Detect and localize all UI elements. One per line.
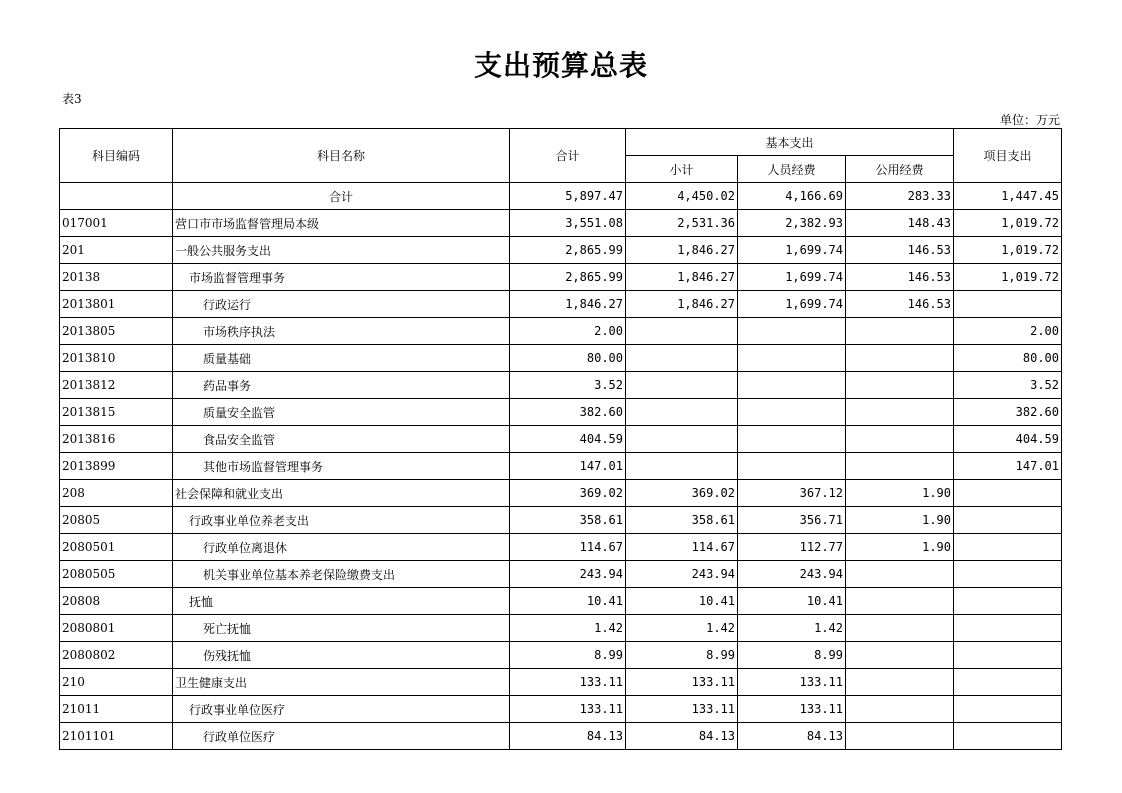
cell-public <box>846 372 954 399</box>
table-row <box>60 588 1062 615</box>
cell-total: 1,846.27 <box>510 291 626 318</box>
table-row <box>60 237 1062 264</box>
cell-subtotal <box>626 318 738 345</box>
cell-total: 2,865.99 <box>510 237 626 264</box>
cell-project <box>954 615 1062 642</box>
cell-code: 2013815 <box>60 399 173 426</box>
cell-project: 1,019.72 <box>954 237 1062 264</box>
cell-public <box>846 426 954 453</box>
header-total: 合计 <box>510 129 626 183</box>
cell-code: 201 <box>60 237 173 264</box>
cell-total: 1.42 <box>510 615 626 642</box>
table-row <box>60 399 1062 426</box>
table-row <box>60 345 1062 372</box>
cell-name: 质量安全监管 <box>173 399 510 426</box>
cell-project <box>954 588 1062 615</box>
cell-subtotal: 133.11 <box>626 669 738 696</box>
cell-personnel: 84.13 <box>738 723 846 750</box>
cell-code: 20805 <box>60 507 173 534</box>
table-row <box>60 210 1062 237</box>
cell-code: 2101101 <box>60 723 173 750</box>
cell-project <box>954 480 1062 507</box>
table-row <box>60 264 1062 291</box>
cell-name: 食品安全监管 <box>173 426 510 453</box>
cell-subtotal: 1.42 <box>626 615 738 642</box>
cell-total: 114.67 <box>510 534 626 561</box>
cell-public <box>846 642 954 669</box>
cell-project: 404.59 <box>954 426 1062 453</box>
cell-subtotal: 114.67 <box>626 534 738 561</box>
cell-personnel: 1,699.74 <box>738 237 846 264</box>
cell-project <box>954 507 1062 534</box>
cell-subtotal: 133.11 <box>626 696 738 723</box>
cell-personnel: 2,382.93 <box>738 210 846 237</box>
table-row <box>60 642 1062 669</box>
table-row <box>60 534 1062 561</box>
header-name: 科目名称 <box>173 129 510 183</box>
cell-public <box>846 453 954 480</box>
cell-name: 药品事务 <box>173 372 510 399</box>
table-row <box>60 183 1062 210</box>
cell-project <box>954 669 1062 696</box>
header-code: 科目编码 <box>60 129 173 183</box>
cell-public: 146.53 <box>846 291 954 318</box>
cell-total: 3.52 <box>510 372 626 399</box>
cell-public: 283.33 <box>846 183 954 210</box>
cell-project: 80.00 <box>954 345 1062 372</box>
budget-table <box>59 128 1062 750</box>
cell-subtotal <box>626 426 738 453</box>
cell-total: 147.01 <box>510 453 626 480</box>
cell-public: 1.90 <box>846 480 954 507</box>
cell-code: 20808 <box>60 588 173 615</box>
cell-subtotal: 1,846.27 <box>626 291 738 318</box>
cell-name: 社会保障和就业支出 <box>173 480 510 507</box>
cell-name: 市场监督管理事务 <box>173 264 510 291</box>
cell-project: 2.00 <box>954 318 1062 345</box>
cell-subtotal <box>626 399 738 426</box>
cell-total: 243.94 <box>510 561 626 588</box>
table-row <box>60 696 1062 723</box>
cell-total: 2,865.99 <box>510 264 626 291</box>
cell-subtotal: 1,846.27 <box>626 237 738 264</box>
cell-total: 382.60 <box>510 399 626 426</box>
cell-project: 1,019.72 <box>954 210 1062 237</box>
table-header <box>60 129 1062 183</box>
table-row <box>60 507 1062 534</box>
cell-subtotal: 84.13 <box>626 723 738 750</box>
unit-label: 单位：万元 <box>999 113 1060 127</box>
table-row <box>60 723 1062 750</box>
cell-personnel: 243.94 <box>738 561 846 588</box>
cell-personnel: 133.11 <box>738 669 846 696</box>
cell-subtotal <box>626 372 738 399</box>
cell-public <box>846 696 954 723</box>
header-subtotal: 小计 <box>626 156 738 183</box>
table-row <box>60 426 1062 453</box>
cell-subtotal: 243.94 <box>626 561 738 588</box>
table-row <box>60 318 1062 345</box>
cell-total: 80.00 <box>510 345 626 372</box>
cell-code: 2080501 <box>60 534 173 561</box>
cell-code: 20138 <box>60 264 173 291</box>
cell-subtotal: 1,846.27 <box>626 264 738 291</box>
cell-public <box>846 399 954 426</box>
header-personnel: 人员经费 <box>738 156 846 183</box>
cell-public <box>846 588 954 615</box>
cell-subtotal: 358.61 <box>626 507 738 534</box>
header-basic: 基本支出 <box>626 129 954 156</box>
cell-code: 2013810 <box>60 345 173 372</box>
cell-name: 行政事业单位养老支出 <box>173 507 510 534</box>
cell-name: 机关事业单位基本养老保险缴费支出 <box>173 561 510 588</box>
cell-project: 382.60 <box>954 399 1062 426</box>
header-project: 项目支出 <box>954 129 1062 183</box>
cell-project: 147.01 <box>954 453 1062 480</box>
cell-project: 1,447.45 <box>954 183 1062 210</box>
cell-personnel <box>738 453 846 480</box>
cell-name: 市场秩序执法 <box>173 318 510 345</box>
table-row <box>60 453 1062 480</box>
cell-project <box>954 561 1062 588</box>
cell-name: 卫生健康支出 <box>173 669 510 696</box>
table-row <box>60 561 1062 588</box>
cell-personnel: 133.11 <box>738 696 846 723</box>
cell-personnel: 10.41 <box>738 588 846 615</box>
cell-name: 行政运行 <box>173 291 510 318</box>
cell-project <box>954 291 1062 318</box>
cell-code: 208 <box>60 480 173 507</box>
cell-code: 017001 <box>60 210 173 237</box>
header-public: 公用经费 <box>846 156 954 183</box>
table-body <box>60 183 1062 750</box>
cell-subtotal <box>626 453 738 480</box>
cell-personnel <box>738 426 846 453</box>
page-title: 支出预算总表 <box>473 49 648 82</box>
cell-total: 84.13 <box>510 723 626 750</box>
cell-project: 1,019.72 <box>954 264 1062 291</box>
cell-name: 质量基础 <box>173 345 510 372</box>
cell-total: 5,897.47 <box>510 183 626 210</box>
cell-project <box>954 696 1062 723</box>
cell-personnel: 8.99 <box>738 642 846 669</box>
cell-name: 伤残抚恤 <box>173 642 510 669</box>
cell-subtotal <box>626 345 738 372</box>
cell-code: 2080802 <box>60 642 173 669</box>
cell-name: 一般公共服务支出 <box>173 237 510 264</box>
cell-code: 2013801 <box>60 291 173 318</box>
cell-subtotal: 4,450.02 <box>626 183 738 210</box>
table-row <box>60 372 1062 399</box>
cell-total: 358.61 <box>510 507 626 534</box>
cell-total: 404.59 <box>510 426 626 453</box>
cell-subtotal: 10.41 <box>626 588 738 615</box>
cell-personnel: 1,699.74 <box>738 264 846 291</box>
cell-name: 行政事业单位医疗 <box>173 696 510 723</box>
cell-total: 369.02 <box>510 480 626 507</box>
cell-personnel <box>738 399 846 426</box>
table-row <box>60 291 1062 318</box>
cell-personnel: 112.77 <box>738 534 846 561</box>
cell-code: 210 <box>60 669 173 696</box>
cell-project: 3.52 <box>954 372 1062 399</box>
cell-name: 抚恤 <box>173 588 510 615</box>
cell-public <box>846 318 954 345</box>
cell-personnel <box>738 345 846 372</box>
cell-name: 死亡抚恤 <box>173 615 510 642</box>
cell-personnel: 4,166.69 <box>738 183 846 210</box>
cell-code: 21011 <box>60 696 173 723</box>
cell-total: 10.41 <box>510 588 626 615</box>
cell-total: 8.99 <box>510 642 626 669</box>
cell-code: 2080505 <box>60 561 173 588</box>
table-number: 表3 <box>62 92 82 106</box>
cell-name: 其他市场监督管理事务 <box>173 453 510 480</box>
cell-public <box>846 723 954 750</box>
cell-name: 营口市市场监督管理局本级 <box>173 210 510 237</box>
cell-public <box>846 345 954 372</box>
table-row <box>60 669 1062 696</box>
cell-public: 148.43 <box>846 210 954 237</box>
cell-public <box>846 669 954 696</box>
cell-public: 146.53 <box>846 237 954 264</box>
cell-code: 2013899 <box>60 453 173 480</box>
cell-public: 1.90 <box>846 534 954 561</box>
cell-code: 2013816 <box>60 426 173 453</box>
cell-personnel: 1,699.74 <box>738 291 846 318</box>
cell-personnel <box>738 318 846 345</box>
cell-subtotal: 369.02 <box>626 480 738 507</box>
cell-subtotal: 2,531.36 <box>626 210 738 237</box>
cell-code: 2080801 <box>60 615 173 642</box>
cell-name: 合计 <box>173 183 510 210</box>
cell-personnel: 367.12 <box>738 480 846 507</box>
cell-public: 146.53 <box>846 264 954 291</box>
cell-public <box>846 615 954 642</box>
cell-project <box>954 723 1062 750</box>
cell-public <box>846 561 954 588</box>
cell-personnel: 1.42 <box>738 615 846 642</box>
cell-total: 3,551.08 <box>510 210 626 237</box>
cell-personnel <box>738 372 846 399</box>
cell-code <box>60 183 173 210</box>
table-row <box>60 480 1062 507</box>
cell-total: 133.11 <box>510 669 626 696</box>
cell-personnel: 356.71 <box>738 507 846 534</box>
cell-code: 2013812 <box>60 372 173 399</box>
cell-project <box>954 642 1062 669</box>
cell-name: 行政单位医疗 <box>173 723 510 750</box>
cell-code: 2013805 <box>60 318 173 345</box>
table-row <box>60 615 1062 642</box>
cell-name: 行政单位离退休 <box>173 534 510 561</box>
cell-total: 2.00 <box>510 318 626 345</box>
cell-project <box>954 534 1062 561</box>
cell-subtotal: 8.99 <box>626 642 738 669</box>
cell-total: 133.11 <box>510 696 626 723</box>
cell-public: 1.90 <box>846 507 954 534</box>
